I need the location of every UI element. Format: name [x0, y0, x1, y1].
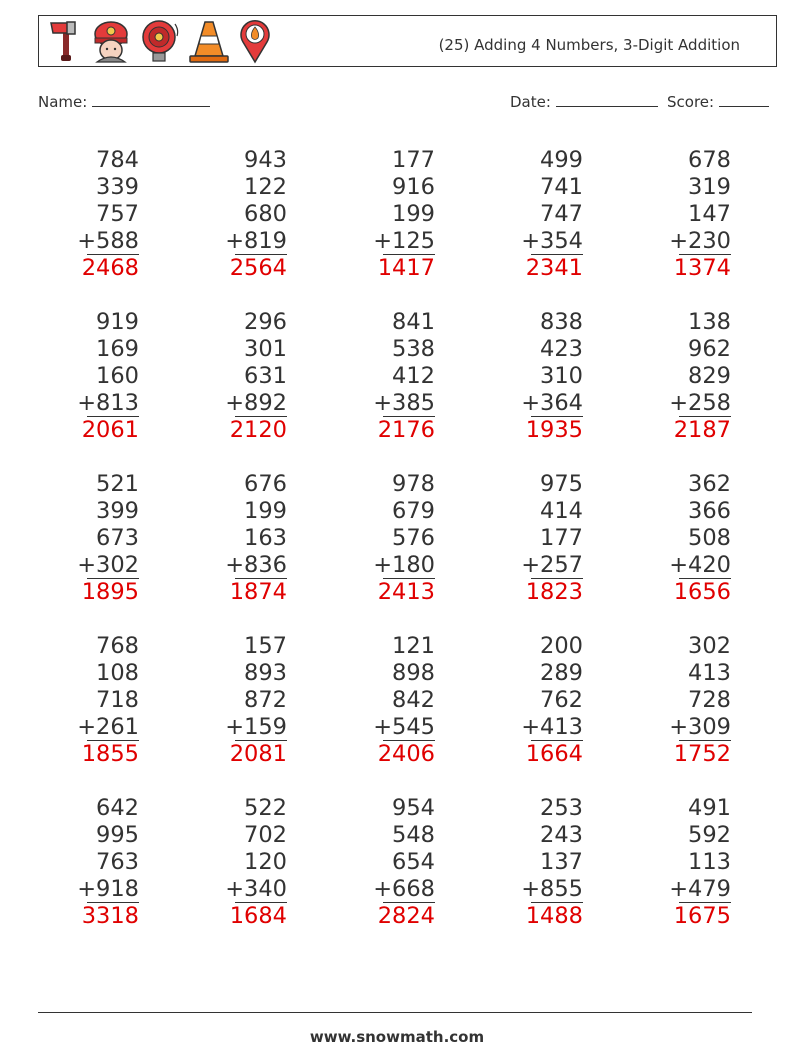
addend: 243: [540, 822, 583, 848]
addition-problem: [325, 309, 435, 444]
answer: 1935: [525, 417, 583, 443]
footer-website: www.snowmath.com: [309, 1028, 485, 1046]
addition-problem: [473, 309, 583, 444]
addend-with-plus: +668: [373, 876, 435, 902]
addition-problem: [177, 147, 287, 282]
addition-problem: [621, 795, 731, 930]
answer: 2061: [81, 417, 139, 443]
addend-with-plus: +261: [77, 714, 139, 740]
addend-with-plus: +813: [77, 390, 139, 416]
addition-problem: [325, 471, 435, 606]
addend-with-plus: +354: [521, 228, 583, 254]
sum-line: [87, 416, 139, 417]
name-label: Name:: [38, 93, 88, 111]
sum-line: [235, 578, 287, 579]
answer: 1488: [525, 903, 583, 929]
addend: 362: [688, 471, 731, 497]
addition-problem: [473, 795, 583, 930]
addend: 829: [688, 363, 731, 389]
addend: 784: [96, 147, 139, 173]
answer: 1855: [81, 741, 139, 767]
addend-with-plus: +819: [225, 228, 287, 254]
addend: 678: [688, 147, 731, 173]
addend: 296: [244, 309, 287, 335]
addend: 199: [392, 201, 435, 227]
sum-line: [87, 254, 139, 255]
addend: 499: [540, 147, 583, 173]
addend: 576: [392, 525, 435, 551]
addend: 157: [244, 633, 287, 659]
sum-line: [235, 902, 287, 903]
addend: 108: [96, 660, 139, 686]
addend: 728: [688, 687, 731, 713]
addend: 838: [540, 309, 583, 335]
answer: 1684: [229, 903, 287, 929]
addend-with-plus: +309: [669, 714, 731, 740]
sum-line: [679, 902, 731, 903]
answer: 2413: [377, 579, 435, 605]
addend: 763: [96, 849, 139, 875]
addend-with-plus: +479: [669, 876, 731, 902]
addend-with-plus: +302: [77, 552, 139, 578]
addend: 414: [540, 498, 583, 524]
addend-with-plus: +588: [77, 228, 139, 254]
addend-with-plus: +230: [669, 228, 731, 254]
addition-problem: [473, 147, 583, 282]
worksheet-header: [38, 15, 777, 67]
fire-location-pin-icon: [239, 18, 271, 64]
addend: 289: [540, 660, 583, 686]
addend: 399: [96, 498, 139, 524]
date-line[interactable]: [556, 92, 658, 107]
addend: 741: [540, 174, 583, 200]
addend: 138: [688, 309, 731, 335]
addend: 841: [392, 309, 435, 335]
addend: 872: [244, 687, 287, 713]
addend: 310: [540, 363, 583, 389]
addend: 113: [688, 849, 731, 875]
addition-problem: [29, 147, 139, 282]
sum-line: [383, 902, 435, 903]
addition-problem: [325, 795, 435, 930]
addition-problem: [621, 471, 731, 606]
addend: 121: [392, 633, 435, 659]
addend-with-plus: +257: [521, 552, 583, 578]
footer-divider: [38, 1012, 752, 1013]
addend-with-plus: +159: [225, 714, 287, 740]
addition-problem: [473, 471, 583, 606]
addition-problem: [325, 147, 435, 282]
addend: 592: [688, 822, 731, 848]
sum-line: [679, 416, 731, 417]
fire-alarm-bell-icon: [139, 18, 179, 64]
addend: 521: [96, 471, 139, 497]
addend: 954: [392, 795, 435, 821]
addend-with-plus: +855: [521, 876, 583, 902]
addend: 898: [392, 660, 435, 686]
addend: 995: [96, 822, 139, 848]
score-field[interactable]: [667, 92, 769, 111]
addend-with-plus: +545: [373, 714, 435, 740]
addend: 301: [244, 336, 287, 362]
addend: 673: [96, 525, 139, 551]
addend: 702: [244, 822, 287, 848]
score-line[interactable]: [719, 92, 769, 107]
addend: 747: [540, 201, 583, 227]
answer: 2341: [525, 255, 583, 281]
sum-line: [235, 254, 287, 255]
addition-problem: [177, 795, 287, 930]
answer: 2564: [229, 255, 287, 281]
answer: 1752: [673, 741, 731, 767]
addend-with-plus: +918: [77, 876, 139, 902]
addend: 975: [540, 471, 583, 497]
addend: 412: [392, 363, 435, 389]
addend-with-plus: +385: [373, 390, 435, 416]
addend-with-plus: +364: [521, 390, 583, 416]
answer: 2187: [673, 417, 731, 443]
addend: 679: [392, 498, 435, 524]
addend: 757: [96, 201, 139, 227]
answer: 2406: [377, 741, 435, 767]
sum-line: [531, 416, 583, 417]
addition-problem: [29, 633, 139, 768]
answer: 2081: [229, 741, 287, 767]
sum-line: [679, 254, 731, 255]
worksheet-title: (25) Adding 4 Numbers, 3-Digit Addition: [438, 36, 740, 54]
answer: 2468: [81, 255, 139, 281]
addend: 122: [244, 174, 287, 200]
sum-line: [531, 578, 583, 579]
answer: 1417: [377, 255, 435, 281]
addend: 160: [96, 363, 139, 389]
answer: 1374: [673, 255, 731, 281]
sum-line: [383, 740, 435, 741]
addend: 339: [96, 174, 139, 200]
addition-problem: [29, 795, 139, 930]
addend: 302: [688, 633, 731, 659]
addend: 319: [688, 174, 731, 200]
answer: 1675: [673, 903, 731, 929]
addend: 137: [540, 849, 583, 875]
fire-axe-icon: [47, 19, 83, 63]
sum-line: [531, 740, 583, 741]
addend: 893: [244, 660, 287, 686]
addition-problem: [177, 633, 287, 768]
addend: 943: [244, 147, 287, 173]
addend: 762: [540, 687, 583, 713]
addend: 120: [244, 849, 287, 875]
addend: 978: [392, 471, 435, 497]
addend-with-plus: +340: [225, 876, 287, 902]
addend: 177: [540, 525, 583, 551]
addition-problem: [621, 147, 731, 282]
answer: 1664: [525, 741, 583, 767]
addend: 654: [392, 849, 435, 875]
addend: 491: [688, 795, 731, 821]
sum-line: [383, 254, 435, 255]
addend-with-plus: +892: [225, 390, 287, 416]
sum-line: [679, 740, 731, 741]
addend: 253: [540, 795, 583, 821]
addition-problem: [325, 633, 435, 768]
sum-line: [87, 740, 139, 741]
sum-line: [679, 578, 731, 579]
addend-with-plus: +180: [373, 552, 435, 578]
addend: 919: [96, 309, 139, 335]
addition-problem: [621, 309, 731, 444]
name-line[interactable]: [92, 92, 210, 107]
date-label: Date:: [510, 93, 551, 111]
addition-problem: [29, 471, 139, 606]
addend: 548: [392, 822, 435, 848]
addend-with-plus: +413: [521, 714, 583, 740]
sum-line: [235, 416, 287, 417]
answer: 2824: [377, 903, 435, 929]
sum-line: [531, 254, 583, 255]
addend: 522: [244, 795, 287, 821]
addend: 163: [244, 525, 287, 551]
addition-problem: [473, 633, 583, 768]
addition-problem: [177, 471, 287, 606]
firefighter-icon: [91, 18, 131, 64]
addend: 642: [96, 795, 139, 821]
addend: 538: [392, 336, 435, 362]
addition-problem: [621, 633, 731, 768]
answer: 2176: [377, 417, 435, 443]
addend: 676: [244, 471, 287, 497]
sum-line: [383, 578, 435, 579]
answer: 1895: [81, 579, 139, 605]
sum-line: [383, 416, 435, 417]
addend: 962: [688, 336, 731, 362]
sum-line: [235, 740, 287, 741]
addend-with-plus: +125: [373, 228, 435, 254]
addend: 631: [244, 363, 287, 389]
answer: 1823: [525, 579, 583, 605]
addend: 177: [392, 147, 435, 173]
answer: 2120: [229, 417, 287, 443]
addend-with-plus: +258: [669, 390, 731, 416]
header-icons: [47, 18, 271, 64]
addend: 413: [688, 660, 731, 686]
addend: 718: [96, 687, 139, 713]
addend: 366: [688, 498, 731, 524]
addend-with-plus: +836: [225, 552, 287, 578]
addend: 842: [392, 687, 435, 713]
answer: 1874: [229, 579, 287, 605]
addend: 147: [688, 201, 731, 227]
name-field[interactable]: [38, 92, 210, 111]
sum-line: [87, 902, 139, 903]
traffic-cone-icon: [187, 18, 231, 64]
addend: 680: [244, 201, 287, 227]
addend: 916: [392, 174, 435, 200]
sum-line: [531, 902, 583, 903]
addend: 768: [96, 633, 139, 659]
addition-problem: [177, 309, 287, 444]
addend: 423: [540, 336, 583, 362]
date-field[interactable]: [510, 92, 658, 111]
score-label: Score:: [667, 93, 715, 111]
addend: 200: [540, 633, 583, 659]
sum-line: [87, 578, 139, 579]
addend: 508: [688, 525, 731, 551]
addend: 169: [96, 336, 139, 362]
answer: 3318: [81, 903, 139, 929]
addend: 199: [244, 498, 287, 524]
addition-problem: [29, 309, 139, 444]
addend-with-plus: +420: [669, 552, 731, 578]
answer: 1656: [673, 579, 731, 605]
